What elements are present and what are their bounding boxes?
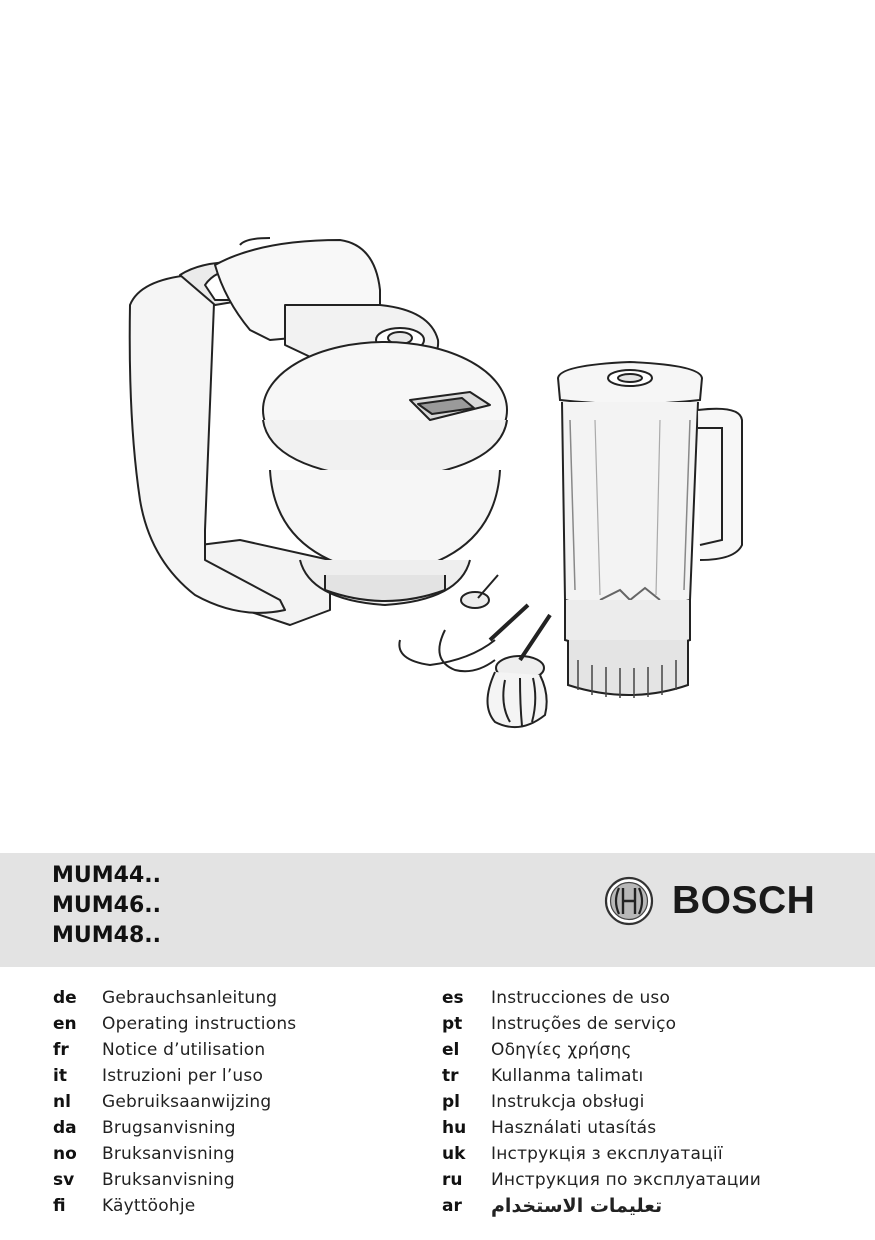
language-item xyxy=(53,1063,296,1089)
language-title: Notice d’utilisation xyxy=(102,1040,266,1060)
language-title: Инструкция по эксплуатации xyxy=(491,1170,761,1190)
model-number: MUM46.. xyxy=(52,893,161,918)
language-code: hu xyxy=(442,1118,467,1138)
blender-drawing xyxy=(558,362,742,698)
language-item xyxy=(442,985,761,1011)
brand-logo xyxy=(604,877,815,925)
language-list-right xyxy=(442,985,761,1219)
language-item xyxy=(442,1141,761,1167)
bosch-armature-logo-icon xyxy=(604,876,654,926)
language-item xyxy=(442,1089,761,1115)
language-code: ar xyxy=(442,1196,462,1216)
language-title: Οδηγίες χρήσης xyxy=(491,1040,632,1060)
language-list-left xyxy=(53,985,296,1219)
language-item xyxy=(442,1063,761,1089)
language-title: Instruções de serviço xyxy=(491,1014,677,1034)
language-title: Інструкція з експлуатації xyxy=(491,1144,723,1164)
language-code: de xyxy=(53,988,77,1008)
language-title: Instrukcja obsługi xyxy=(491,1092,645,1112)
brand-name: BOSCH xyxy=(672,879,816,922)
language-code: pl xyxy=(442,1092,460,1112)
language-code: tr xyxy=(442,1066,459,1086)
language-code: it xyxy=(53,1066,67,1086)
language-item xyxy=(442,1167,761,1193)
model-band xyxy=(0,853,875,967)
language-code: ru xyxy=(442,1170,463,1190)
language-code: nl xyxy=(53,1092,71,1112)
language-code: no xyxy=(53,1144,77,1164)
language-item xyxy=(442,1115,761,1141)
language-item xyxy=(53,1141,296,1167)
model-number: MUM48.. xyxy=(52,923,161,948)
language-title: Brugsanvisning xyxy=(102,1118,236,1138)
language-code: fr xyxy=(53,1040,69,1060)
language-item xyxy=(53,1167,296,1193)
language-item xyxy=(53,1115,296,1141)
language-code: sv xyxy=(53,1170,75,1190)
language-title: Bruksanvisning xyxy=(102,1170,235,1190)
language-code: pt xyxy=(442,1014,463,1034)
language-title: Gebrauchsanleitung xyxy=(102,988,278,1008)
language-title: Használati utasítás xyxy=(491,1118,657,1138)
model-list xyxy=(52,861,161,951)
language-code: fi xyxy=(53,1196,66,1216)
language-item xyxy=(53,1037,296,1063)
language-title: Gebruiksaanwijzing xyxy=(102,1092,272,1112)
language-item xyxy=(53,1089,296,1115)
language-title: Kullanma talimatı xyxy=(491,1066,644,1086)
language-title: Operating instructions xyxy=(102,1014,297,1034)
language-item xyxy=(53,985,296,1011)
language-code: uk xyxy=(442,1144,466,1164)
language-code: en xyxy=(53,1014,77,1034)
language-title: Instrucciones de uso xyxy=(491,988,671,1008)
language-item xyxy=(442,1037,761,1063)
language-item xyxy=(442,1193,761,1219)
language-title: Käyttöohje xyxy=(102,1196,196,1216)
language-code: es xyxy=(442,988,464,1008)
model-number: MUM44.. xyxy=(52,863,161,888)
language-item xyxy=(53,1011,296,1037)
language-code: da xyxy=(53,1118,77,1138)
language-item xyxy=(442,1011,761,1037)
kitchen-machine-drawing xyxy=(130,238,507,625)
language-item xyxy=(53,1193,296,1219)
language-title: Bruksanvisning xyxy=(102,1144,235,1164)
language-title: Istruzioni per l’uso xyxy=(102,1066,264,1086)
language-title: تعليمات الاستخدام xyxy=(491,1195,663,1217)
language-code: el xyxy=(442,1040,460,1060)
